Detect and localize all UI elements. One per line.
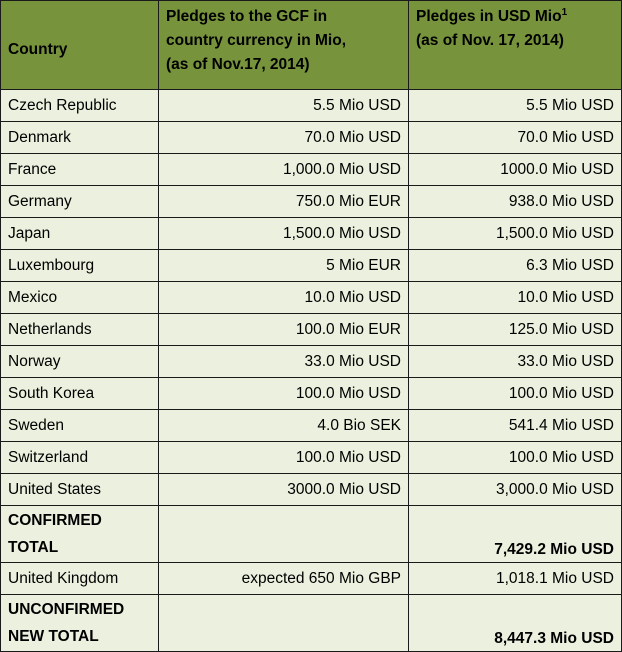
- cell-pledge-usd: 100.0 Mio USD: [409, 378, 622, 410]
- cell-country: Czech Republic: [1, 90, 159, 122]
- table-row: [1, 154, 622, 186]
- cell-country: Japan: [1, 218, 159, 250]
- cell-pledge-usd: 5.5 Mio USD: [409, 90, 622, 122]
- header-pledge-local: [159, 1, 409, 90]
- table-row: [1, 346, 622, 378]
- cell-pledge-local: 3000.0 Mio USD: [159, 474, 409, 506]
- table-row: [1, 410, 622, 442]
- cell-pledge-local: 5.5 Mio USD: [159, 90, 409, 122]
- cell-country: Denmark: [1, 122, 159, 154]
- header-pledge-local-line-1: Pledges to the GCF in: [166, 8, 328, 25]
- cell-pledge-local: 100.0 Mio USD: [159, 442, 409, 474]
- footnote-marker: 1: [561, 6, 568, 18]
- cell-country: France: [1, 154, 159, 186]
- cell-country: Germany: [1, 186, 159, 218]
- cell-pledge-local: 70.0 Mio USD: [159, 122, 409, 154]
- cell-pledge-usd: 1,500.0 Mio USD: [409, 218, 622, 250]
- cell-pledge-usd: 125.0 Mio USD: [409, 314, 622, 346]
- table-row: [1, 442, 622, 474]
- header-pledge-usd-text: Pledges in USD Mio: [416, 8, 562, 25]
- cell-country: United States: [1, 474, 159, 506]
- table-row: [1, 474, 622, 506]
- cell-pledge-usd: 541.4 Mio USD: [409, 410, 622, 442]
- table-row: [1, 122, 622, 154]
- total-label: [1, 595, 159, 652]
- cell-pledge-local: 4.0 Bio SEK: [159, 410, 409, 442]
- cell-pledge-usd: 10.0 Mio USD: [409, 282, 622, 314]
- cell-pledge-local: 5 Mio EUR: [159, 250, 409, 282]
- header-pledge-usd-line-1: [416, 5, 613, 29]
- header-country: Country: [1, 1, 159, 90]
- cell-pledge-local: expected 650 Mio GBP: [159, 563, 409, 595]
- cell-pledge-usd: 6.3 Mio USD: [409, 250, 622, 282]
- total-pledge-usd: 8,447.3 Mio USD: [409, 595, 622, 652]
- total-label-line-1: CONFIRMED: [8, 512, 102, 529]
- cell-country: United Kingdom: [1, 563, 159, 595]
- cell-country: Sweden: [1, 410, 159, 442]
- cell-pledge-local: 100.0 Mio EUR: [159, 314, 409, 346]
- cell-pledge-usd: 1,018.1 Mio USD: [409, 563, 622, 595]
- cell-pledge-local: 100.0 Mio USD: [159, 378, 409, 410]
- cell-country: Mexico: [1, 282, 159, 314]
- cell-pledge-usd: 33.0 Mio USD: [409, 346, 622, 378]
- header-pledge-local-line-3: (as of Nov.17, 2014): [166, 56, 310, 73]
- table-row: [1, 282, 622, 314]
- table-row: [1, 186, 622, 218]
- header-pledge-usd-line-2: (as of Nov. 17, 2014): [416, 32, 564, 49]
- unconfirmed-total-row: [1, 595, 622, 652]
- total-label-line-2: NEW TOTAL: [8, 628, 99, 645]
- cell-pledge-local: 750.0 Mio EUR: [159, 186, 409, 218]
- table-row: [1, 378, 622, 410]
- total-pledge-local: [159, 506, 409, 563]
- table-row: [1, 90, 622, 122]
- cell-pledge-usd: 938.0 Mio USD: [409, 186, 622, 218]
- total-label-line-1: UNCONFIRMED: [8, 601, 125, 618]
- total-pledge-local: [159, 595, 409, 652]
- cell-country: Switzerland: [1, 442, 159, 474]
- cell-country: South Korea: [1, 378, 159, 410]
- table-row-united-kingdom: [1, 563, 622, 595]
- table-row: [1, 314, 622, 346]
- cell-pledge-usd: 3,000.0 Mio USD: [409, 474, 622, 506]
- cell-pledge-usd: 100.0 Mio USD: [409, 442, 622, 474]
- cell-country: Norway: [1, 346, 159, 378]
- cell-pledge-local: 1,500.0 Mio USD: [159, 218, 409, 250]
- header-pledge-usd: [409, 1, 622, 90]
- cell-pledge-usd: 1000.0 Mio USD: [409, 154, 622, 186]
- cell-country: Luxembourg: [1, 250, 159, 282]
- total-label-line-2: TOTAL: [8, 539, 59, 556]
- cell-pledge-local: 33.0 Mio USD: [159, 346, 409, 378]
- header-row: [1, 1, 622, 90]
- confirmed-total-row: [1, 506, 622, 563]
- table-row: [1, 250, 622, 282]
- table-row: [1, 218, 622, 250]
- cell-pledge-local: 10.0 Mio USD: [159, 282, 409, 314]
- total-label: [1, 506, 159, 563]
- header-pledge-local-line-2: country currency in Mio,: [166, 32, 347, 49]
- cell-pledge-usd: 70.0 Mio USD: [409, 122, 622, 154]
- total-pledge-usd: 7,429.2 Mio USD: [409, 506, 622, 563]
- cell-country: Netherlands: [1, 314, 159, 346]
- cell-pledge-local: 1,000.0 Mio USD: [159, 154, 409, 186]
- table-body: [1, 90, 622, 652]
